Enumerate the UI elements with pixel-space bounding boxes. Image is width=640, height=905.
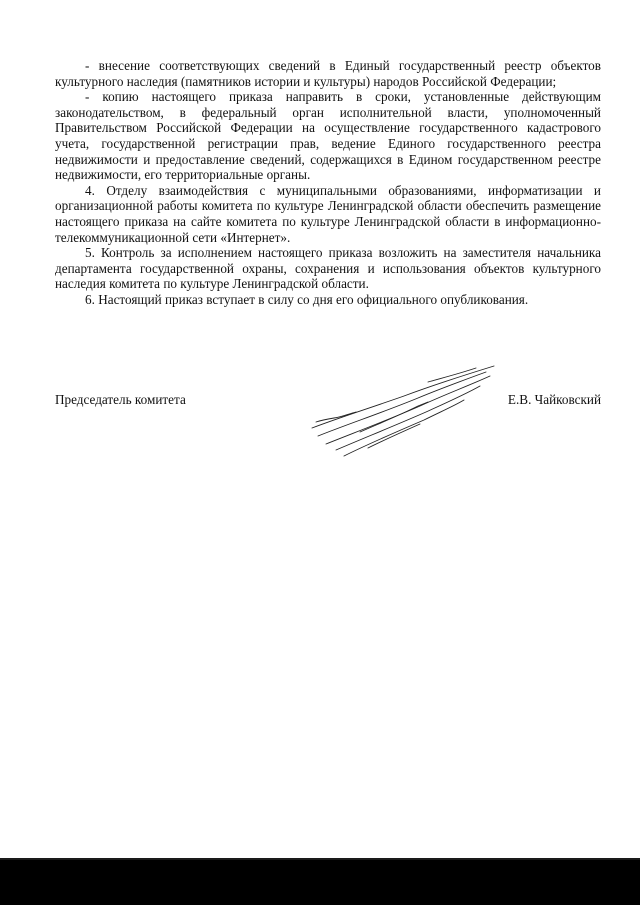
signer-name: Е.В. Чайковский — [507, 392, 601, 407]
signer-position: Председатель комитета — [55, 392, 186, 407]
paragraph-registry-entry: - внесение соответствующих сведений в Единый государственный реестр объектов культурного наследия (памятников истории и культуры) народов Российской Федерации; — [55, 58, 601, 89]
scan-border — [0, 860, 640, 905]
paragraph-item-6: 6. Настоящий приказ вступает в силу со дня его официального опубликования. — [85, 291, 529, 307]
paragraph-item-5: 5. Контроль за исполнением настоящего приказа возложить на заместителя начальника департамента государственной охраны, сохранения и использования объектов культурного наследия комитета по культуре Ленинградской области. — [55, 245, 601, 292]
paragraph-item-4: 4. Отделу взаимодействия с муниципальными образованиями, информатизации и организационной работы комитета по культуре Ленинградской области обеспечить размещение настоящего приказа на сайте комитета по культуре Ленинградской области в информационно-телекоммуникационной сети «Интернет». — [55, 182, 601, 245]
document-body — [55, 58, 601, 308]
paragraph-order-copy: - копию настоящего приказа направить в сроки, установленные действующим законодательством, в федеральный орган исполнительной власти, уполномоченный Правительством Российской Федерации на осуществление государственного кадастрового учета, государственной регистрации прав, ведение Единого государственного реестра недвижимости и предоставление сведений, содержащихся в Едином государственном реестре недвижимости, его территориальные органы. — [55, 89, 601, 183]
handwritten-signature — [308, 362, 500, 458]
